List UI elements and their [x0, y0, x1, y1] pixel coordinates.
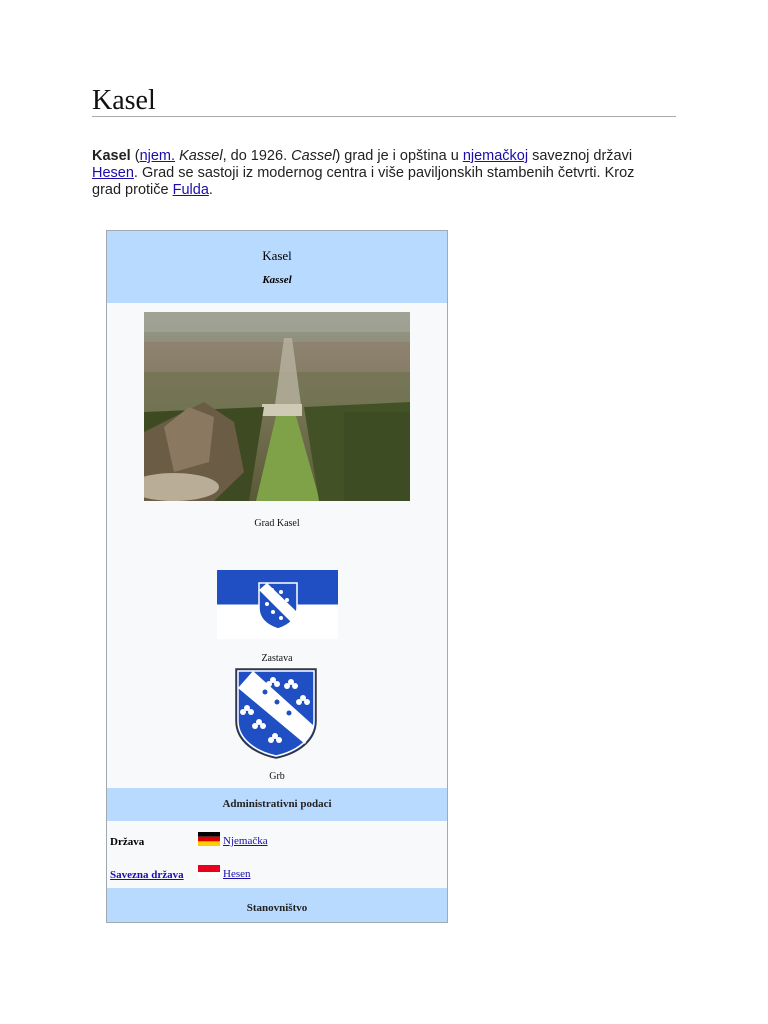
intro-paragraph [92, 148, 652, 199]
link-savezna-drzava[interactable]: Savezna država [110, 869, 184, 881]
city-flag[interactable] [217, 570, 338, 639]
population-header: Stanovništvo [107, 888, 447, 923]
row-value-state [223, 868, 251, 880]
infobox [106, 230, 448, 923]
photo-caption: Grad Kasel [254, 518, 300, 529]
intro-text: saveznoj državi [528, 148, 633, 164]
coat-of-arms[interactable] [233, 666, 319, 760]
link-fulda[interactable]: Fulda [172, 182, 209, 198]
coa-caption: Grb [269, 771, 285, 782]
city-photo[interactable] [144, 312, 410, 501]
intro-bold-name: Kasel [92, 148, 131, 164]
infobox-header [107, 231, 447, 303]
row-value-country [223, 835, 268, 847]
admin-header: Administrativni podaci [107, 788, 447, 821]
row-label-country: Država [110, 836, 145, 848]
hesse-flag-icon [198, 865, 220, 879]
infobox-subtitle: Kassel [262, 274, 292, 286]
link-njem[interactable]: njem. [139, 148, 176, 164]
intro-text: . [208, 182, 213, 198]
flag-caption: Zastava [261, 653, 293, 664]
link-hesen-row[interactable]: Hesen [223, 868, 251, 880]
page-title: Kasel [92, 85, 156, 116]
intro-text: . Grad se sastoji iz modernog centra i više paviljonskih stambenih četvrti. Kroz grad protiče [92, 165, 635, 198]
title-divider [92, 116, 676, 117]
intro-text: ( [130, 148, 140, 164]
link-njemackoj[interactable]: njemačkoj [462, 148, 529, 164]
intro-italic-kassel: Kassel [179, 148, 223, 164]
row-label-state [110, 869, 184, 881]
germany-flag-icon [198, 832, 220, 846]
intro-italic-cassel: Cassel [291, 148, 336, 164]
link-njemacka[interactable]: Njemačka [223, 835, 268, 847]
infobox-title: Kasel [262, 248, 292, 263]
link-hesen[interactable]: Hesen [92, 165, 134, 181]
intro-text: , do 1926. [222, 148, 292, 164]
intro-text: ) grad je i opština u [335, 148, 463, 164]
